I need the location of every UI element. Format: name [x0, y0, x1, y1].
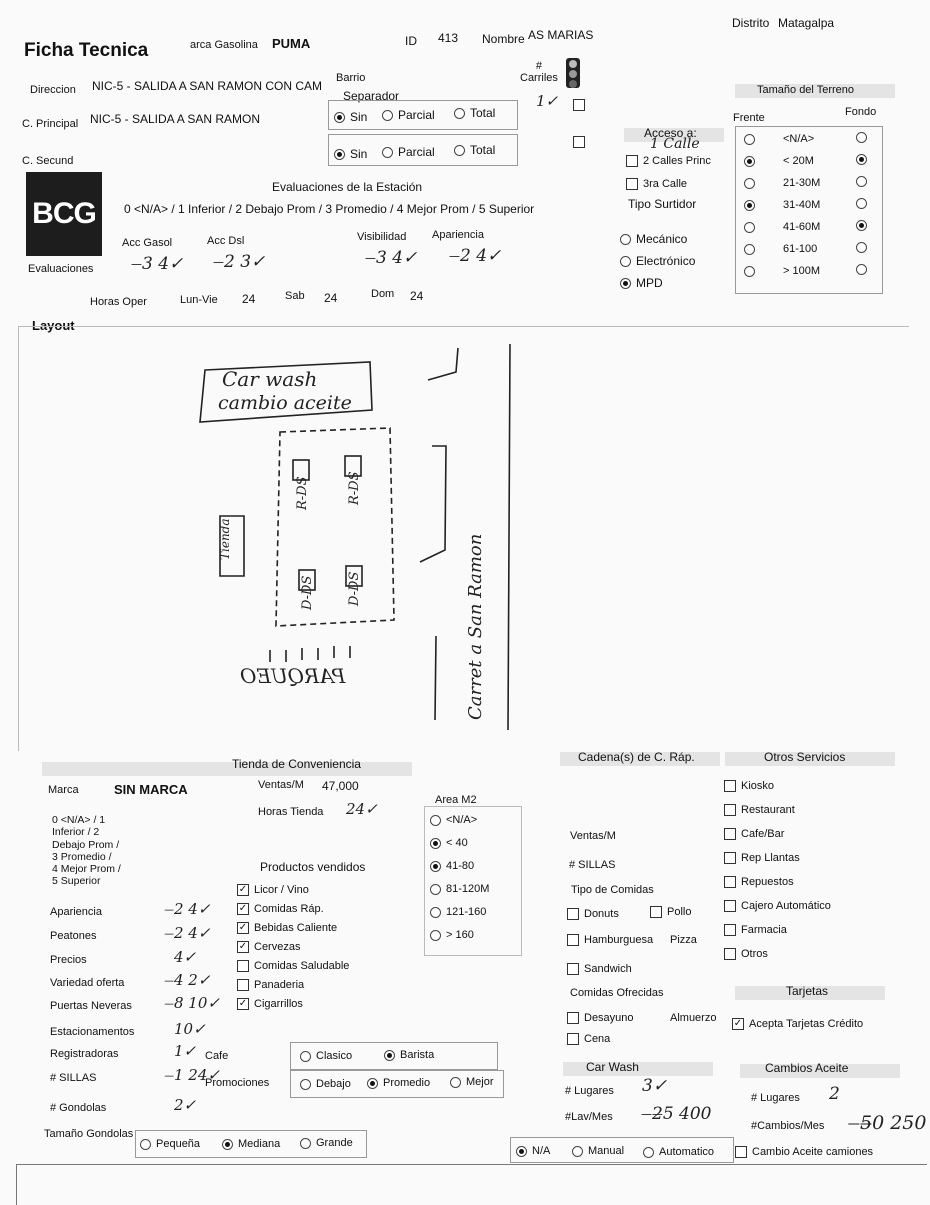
surtidor-mpd[interactable]: MPD	[620, 276, 663, 290]
separador-radio-total-2[interactable]: Total	[454, 143, 495, 157]
acceso-label: Acceso a:	[644, 126, 697, 140]
csecund-label: C. Secund	[22, 155, 74, 167]
otros-item[interactable]: Cafe/Bar	[724, 828, 784, 840]
promo-label: Promociones	[205, 1077, 270, 1089]
layout-d1: D-DS	[300, 575, 315, 610]
carwash-lav-value: ̶2̶5 400	[652, 1104, 712, 1124]
otros-item[interactable]: Farmacia	[724, 924, 787, 936]
promo-mejor[interactable]: Mejor	[450, 1076, 494, 1088]
cadena-ofrecidas: Comidas Ofrecidas	[570, 987, 664, 999]
acc-dsl-label: Acc Dsl	[207, 235, 245, 247]
terreno-row[interactable]	[744, 199, 760, 211]
tienda-row-value: ̶2 4✓	[174, 900, 211, 918]
carriles-checkbox[interactable]	[573, 99, 585, 111]
carwash-lav-label: #Lav/Mes	[565, 1111, 613, 1123]
acc-gasol-value: ̶3 4✓	[142, 254, 184, 274]
layout-parqueo-text: PARQUEO	[240, 664, 346, 688]
tienda-row-value: 4✓	[174, 948, 197, 966]
tienda-row-value: 1✓	[174, 1042, 197, 1060]
tipo-surtidor-label: Tipo Surtidor	[628, 197, 697, 211]
carwash-manual[interactable]: Manual	[572, 1145, 624, 1157]
tienda-row-label: Puertas Neveras	[50, 1000, 132, 1012]
cadena-sillas: # SILLAS	[569, 859, 616, 871]
layout-road-text: Carret a San Ramon	[465, 533, 486, 720]
cambio-camiones[interactable]: Cambio Aceite camiones	[735, 1146, 873, 1158]
road-edge-2	[435, 636, 436, 720]
tipo-sandwich[interactable]: Sandwich	[567, 963, 632, 975]
carriles-checkbox-2[interactable]	[573, 136, 585, 148]
otros-title: Otros Servicios	[764, 750, 846, 764]
distrito-label: Distrito	[732, 16, 770, 30]
cadena-ventas: Ventas/M	[570, 830, 616, 842]
lunvie-value: 24	[242, 292, 256, 306]
surtidor-mecanico[interactable]: Mecánico	[620, 232, 687, 246]
area-option[interactable]: <N/A>	[430, 814, 477, 826]
separador-radio-sin-1[interactable]: Sin	[334, 110, 367, 124]
pump-island	[276, 428, 394, 626]
tienda-row-label: Registradoras	[50, 1048, 119, 1060]
layout-tienda-text: Tienda	[218, 518, 232, 560]
bcg-logo: BCG	[26, 172, 102, 256]
gondolas-size-label: Tamaño Gondolas	[44, 1128, 134, 1140]
road-arrow-2	[420, 446, 446, 562]
tienda-row-label: Apariencia	[50, 906, 102, 918]
tienda-horas-value: 24✓	[346, 800, 378, 818]
nombre-label: Nombre	[482, 32, 525, 46]
producto-item[interactable]: ✓ Comidas Ráp.	[238, 903, 324, 915]
tienda-scale-line: 0 <N/A> / 1	[52, 814, 106, 826]
terreno-row-label: 61-100	[783, 243, 818, 255]
cambios-mes-value: ̶5̶0 250	[860, 1112, 927, 1134]
tienda-scale-line: Inferior / 2	[52, 826, 100, 839]
visibilidad-value: ̶3 4✓	[376, 248, 418, 268]
tienda-scale-line: Debajo Prom /	[52, 838, 120, 851]
tienda-scale-line: 5 Superior	[52, 875, 101, 888]
dom-value: 24	[410, 289, 424, 303]
area-option[interactable]: 81-120M	[430, 883, 489, 895]
tienda-row-value: ̶1 24✓	[174, 1066, 220, 1084]
terreno-title: Tamaño del Terreno	[757, 84, 855, 96]
acc-dsl-value: ̶2 3✓	[224, 252, 266, 272]
layout-d2: D-DS	[347, 571, 362, 606]
tienda-row-value: 10✓	[174, 1020, 206, 1038]
terreno-fondo-radio[interactable]	[856, 263, 872, 275]
terreno-row-label: < 20M	[783, 155, 814, 167]
terreno-fondo-radio[interactable]	[856, 219, 872, 231]
terreno-fondo-radio[interactable]	[856, 153, 872, 165]
tienda-ventas-label: Ventas/M	[258, 779, 304, 791]
tipo-pollo[interactable]: Pollo	[650, 906, 691, 918]
cambios-lugares-value: 2	[829, 1084, 840, 1104]
marca-value: PUMA	[272, 36, 311, 51]
ofr-almuerzo[interactable]: Almuerzo	[670, 1012, 717, 1024]
tipo-donuts[interactable]: Donuts	[567, 908, 619, 920]
cadena-title: Cadena(s) de C. Ráp.	[578, 750, 695, 764]
cadena-tipo: Tipo de Comidas	[571, 884, 654, 896]
promo-promedio[interactable]: Promedio	[367, 1077, 430, 1089]
terreno-row[interactable]	[744, 133, 760, 145]
cprincipal-label: C. Principal	[22, 118, 79, 130]
terreno-row-label: > 100M	[783, 265, 820, 277]
otros-item[interactable]: Kiosko	[724, 780, 774, 792]
acceso-2calles[interactable]: 2 Calles Princ	[626, 155, 711, 167]
carwash-lugares-value: 3✓	[642, 1076, 668, 1096]
evaluaciones-side-label: Evaluaciones	[28, 263, 94, 275]
terreno-row[interactable]	[744, 177, 760, 189]
separador-radio-total-1[interactable]: Total	[454, 106, 495, 120]
gondolas-mediana[interactable]: Mediana	[222, 1138, 280, 1150]
evaluaciones-title: Evaluaciones de la Estación	[272, 180, 423, 194]
apariencia-label: Apariencia	[432, 229, 484, 241]
cambios-title: Cambios Aceite	[765, 1061, 849, 1075]
traffic-light-icon	[566, 58, 580, 88]
cprincipal-value: NIC-5 - SALIDA A SAN RAMON	[90, 112, 261, 126]
otros-item[interactable]: Repuestos	[724, 876, 794, 888]
separador-radio-parcial-2[interactable]: Parcial	[382, 145, 435, 159]
carwash-automatico[interactable]: Automatico	[643, 1146, 714, 1158]
cafe-barista[interactable]: Barista	[384, 1049, 434, 1061]
area-label: Area M2	[435, 794, 477, 806]
terreno-row[interactable]	[744, 155, 760, 167]
layout-label: Layout	[32, 318, 75, 333]
area-option[interactable]: > 160	[430, 929, 474, 941]
sab-label: Sab	[285, 290, 305, 302]
tienda-row-label: Peatones	[50, 930, 97, 942]
terreno-fondo-radio[interactable]	[856, 241, 872, 253]
producto-item[interactable]: Comidas Saludable	[237, 960, 349, 972]
cambios-mes-label: #Cambios/Mes	[751, 1120, 825, 1132]
separador-label: Separador	[343, 89, 400, 103]
dom-label: Dom	[371, 288, 395, 300]
carriles-handwritten: 1✓	[536, 92, 559, 110]
acceso-handwritten: 1 Calle	[650, 136, 700, 152]
cafe-clasico[interactable]: Clasico	[300, 1050, 352, 1062]
evaluaciones-scale: 0 <N/A> / 1 Inferior / 2 Debajo Prom / 3 Promedio / 4 Mejor Prom / 5 Superior	[124, 202, 535, 216]
carwash-title: Car Wash	[586, 1060, 639, 1074]
acc-gasol-label: Acc Gasol	[122, 237, 173, 249]
tienda-row-label: # Gondolas	[50, 1102, 107, 1114]
tienda-row-label: Precios	[50, 954, 87, 966]
producto-item[interactable]: ✓ Licor / Vino	[238, 884, 309, 896]
producto-item[interactable]: ✓ Cervezas	[238, 941, 301, 953]
tienda-scale-line: 4 Mejor Prom /	[52, 863, 121, 876]
layout-r1: R-DS	[295, 476, 310, 510]
tienda-ventas-value: 47,000	[322, 779, 359, 793]
tienda-marca-label: Marca	[48, 784, 79, 796]
road-edge	[508, 344, 510, 730]
terreno-fondo-radio[interactable]	[856, 131, 872, 143]
tienda-row-value: ̶2 4✓	[174, 924, 211, 942]
tienda-row-label: Estacionamentos	[50, 1026, 135, 1038]
tipo-pizza[interactable]: Pizza	[670, 934, 697, 946]
carwash-na[interactable]: N/A	[516, 1145, 550, 1157]
terreno-row[interactable]	[744, 221, 760, 233]
page-title: Ficha Tecnica	[24, 40, 149, 61]
terreno-row-label: 21-30M	[783, 177, 821, 189]
otros-item[interactable]: Otros	[724, 948, 768, 960]
tienda-scale-line: 3 Promedio /	[52, 850, 112, 863]
tienda-horas-label: Horas Tienda	[258, 806, 324, 818]
apariencia-value: ̶2 4✓	[460, 246, 502, 266]
tienda-row-value: ̶8 10✓	[174, 994, 220, 1012]
gondolas-grande[interactable]: Grande	[300, 1137, 353, 1149]
terreno-fondo-radio[interactable]	[856, 197, 872, 209]
fondo-label: Fondo	[845, 106, 877, 118]
bottom-frame	[16, 1164, 927, 1205]
otros-item[interactable]: Cajero Automático	[724, 900, 831, 912]
road-arrow-1	[428, 348, 458, 380]
terreno-row-label: <N/A>	[783, 133, 815, 145]
tienda-row-value: ̶4 2✓	[174, 971, 211, 989]
direccion-value: NIC-5 - SALIDA A SAN RAMON CON CAM	[92, 79, 323, 93]
lunvie-label: Lun-Vie	[180, 294, 218, 306]
tipo-hamburguesa[interactable]: Hamburguesa	[567, 934, 653, 946]
terreno-row[interactable]	[744, 265, 760, 277]
tienda-row-value: 2✓	[174, 1096, 197, 1114]
visibilidad-label: Visibilidad	[357, 231, 407, 243]
producto-item[interactable]: Panaderia	[237, 979, 304, 991]
producto-item[interactable]: ✓ Bebidas Caliente	[238, 922, 338, 934]
separador-radio-parcial-1[interactable]: Parcial	[382, 108, 435, 122]
direccion-label: Direccion	[30, 84, 76, 96]
surtidor-electronico[interactable]: Electrónico	[620, 254, 695, 268]
tienda-row-label: Variedad oferta	[50, 977, 125, 989]
area-option[interactable]: < 40	[430, 837, 468, 849]
tarjetas-title: Tarjetas	[786, 984, 829, 998]
terreno-row[interactable]	[744, 243, 760, 255]
otros-item[interactable]: Rep Llantas	[724, 852, 800, 864]
acceso-3racalle[interactable]: 3ra Calle	[626, 178, 687, 190]
terreno-row-label: 31-40M	[783, 199, 821, 211]
cambios-lugares-label: # Lugares	[751, 1092, 800, 1104]
terreno-row-label: 41-60M	[783, 221, 821, 233]
area-option[interactable]: 41-80	[430, 860, 474, 872]
layout-r2: R-DS	[347, 471, 362, 505]
tienda-title: Tienda de Conveniencia	[232, 757, 361, 771]
sab-value: 24	[324, 291, 338, 305]
otros-item[interactable]: Restaurant	[724, 804, 795, 816]
terreno-fondo-radio[interactable]	[856, 175, 872, 187]
tienda-scale	[52, 814, 121, 888]
carwash-lugares-label: # Lugares	[565, 1085, 614, 1097]
barrio-label: Barrio	[336, 72, 366, 84]
ofr-desayuno[interactable]: Desayuno	[567, 1012, 634, 1024]
tienda-marca-value: SIN MARCA	[114, 782, 188, 797]
frente-label: Frente	[733, 112, 765, 124]
id-value: 413	[438, 31, 459, 45]
nombre-value: AS MARIAS	[528, 28, 594, 42]
tienda-row-label: # SILLAS	[50, 1072, 97, 1084]
separador-radio-sin-2[interactable]: Sin	[334, 147, 367, 161]
carriles-label: # Carriles	[520, 60, 558, 84]
producto-item[interactable]: ✓ Cigarrillos	[238, 998, 303, 1010]
gondolas-pequena[interactable]: Pequeña	[140, 1138, 200, 1150]
area-option[interactable]: 121-160	[430, 906, 486, 918]
horas-oper-label: Horas Oper	[90, 296, 147, 308]
promo-debajo[interactable]: Debajo	[300, 1078, 351, 1090]
id-label: ID	[405, 34, 417, 48]
distrito-value: Matagalpa	[778, 16, 835, 30]
layout-cambio-text: cambio aceite	[218, 392, 352, 414]
cafe-label: Cafe	[205, 1050, 229, 1062]
marca-label: arca Gasolina	[190, 39, 258, 51]
layout-carwash-text: Car wash	[222, 367, 318, 391]
ofr-cena[interactable]: Cena	[567, 1033, 610, 1045]
acepta-tarjetas[interactable]: ✓ Acepta Tarjetas Crédito	[733, 1018, 864, 1030]
productos-label: Productos vendidos	[260, 860, 366, 874]
